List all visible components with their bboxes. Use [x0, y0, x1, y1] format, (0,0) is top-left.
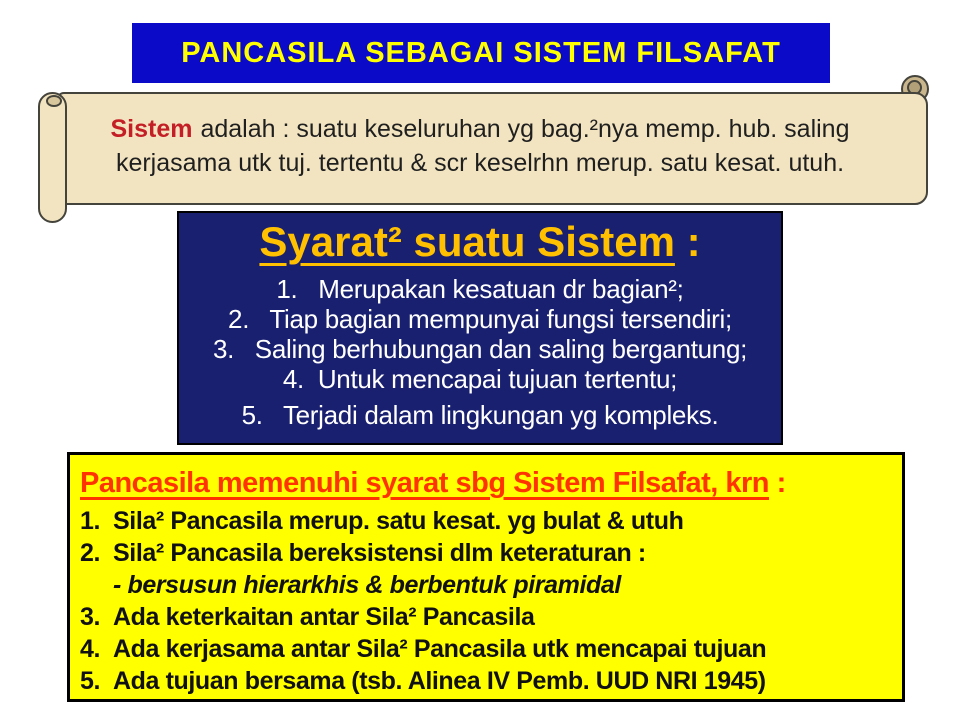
conclusion-item: 2. Sila² Pancasila bereksistensi dlm keteraturan :: [80, 539, 646, 567]
definition-line-2: kerjasama utk tuj. tertentu & scr keselrhn merup. satu kesat. utuh.: [115, 149, 845, 177]
requirement-item: 3. Saling berhubungan dan saling bergantung;: [212, 334, 748, 364]
title-banner: [132, 23, 830, 83]
pancasila-conclusion-box: [67, 452, 905, 702]
conclusion-subitem: - bersusun hierarkhis & berbentuk piramidal: [113, 571, 621, 599]
requirement-item: 5. Terjadi dalam lingkungan yg kompleks.: [241, 400, 719, 430]
requirement-item: 2. Tiap bagian mempunyai fungsi tersendiri;: [228, 304, 732, 334]
requirement-item: 1. Merupakan kesatuan dr bagian²;: [276, 274, 684, 304]
slide-title: PANCASILA SEBAGAI SISTEM FILSAFAT: [181, 36, 781, 69]
conclusion-item: 4. Ada kerjasama antar Sila² Pancasila utk mencapai tujuan: [80, 635, 767, 663]
definition-text: [60, 112, 900, 180]
definition-line-1: [60, 112, 900, 146]
definition-term: Sistem: [110, 115, 193, 143]
conclusion-title-colon: :: [769, 467, 786, 499]
conclusion-item: 1. Sila² Pancasila merup. satu kesat. yg bulat & utuh: [80, 507, 684, 535]
definition-rest: adalah : suatu keseluruhan yg bag.²nya memp. hub. saling: [200, 115, 850, 143]
conclusion-item: 3. Ada keterkaitan antar Sila² Pancasila: [80, 603, 535, 631]
scroll-roll-opening: [46, 95, 62, 107]
requirements-title-underlined: Syarat² suatu Sistem: [259, 218, 675, 265]
conclusion-item: 5. Ada tujuan bersama (tsb. Alinea IV Pemb. UUD NRI 1945): [80, 667, 766, 695]
conclusion-title-underlined: Pancasila memenuhi syarat sbg Sistem Filsafat, krn: [80, 467, 770, 499]
requirements-title: [179, 217, 781, 267]
conclusion-title: [80, 463, 892, 503]
system-requirements-box: [177, 211, 783, 445]
requirement-item: 4. Untuk mencapai tujuan tertentu;: [282, 364, 678, 394]
requirements-title-colon: :: [674, 218, 701, 265]
